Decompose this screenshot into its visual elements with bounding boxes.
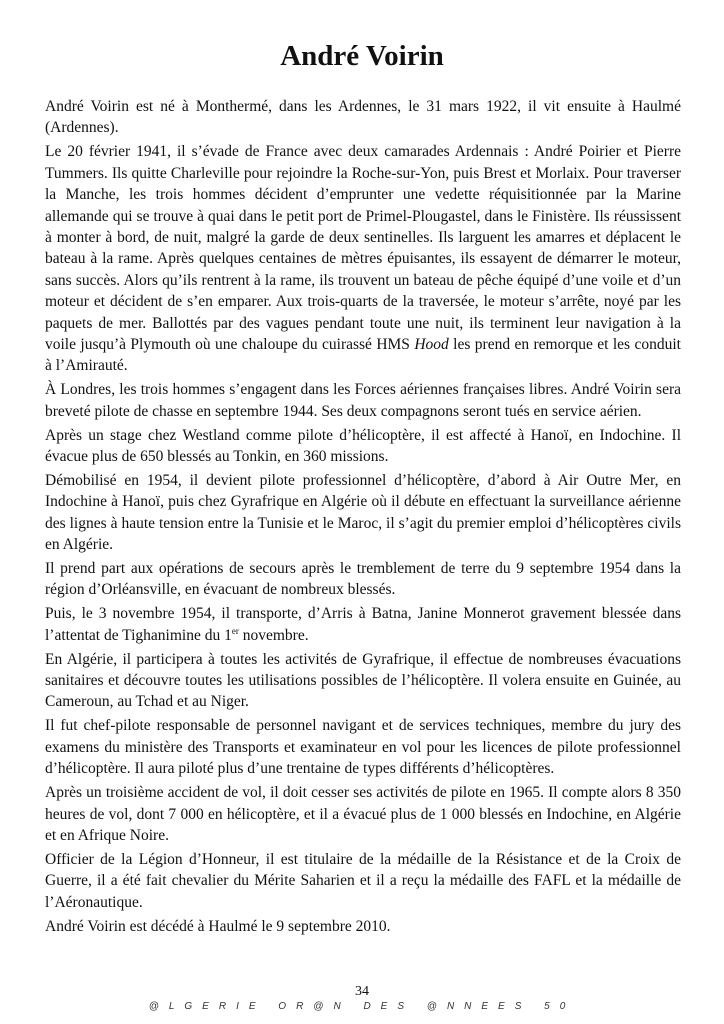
page-title: André Voirin	[280, 40, 444, 72]
paragraph-text: Il fut chef-pilote responsable de personnel navigant et de services techniques, membre du jury des examens du ministère des Transports et examinateur en vol pour les licences de pilote professionnel d’hélicoptère. Il aura piloté plus d’une trentaine de types différents d’hélicoptères.	[45, 717, 681, 778]
paragraph-attentat	[45, 603, 681, 646]
paragraph-text: André Voirin est décédé à Haulmé le 9 septembre 2010.	[45, 917, 391, 935]
paragraph-text: Il prend part aux opérations de secours après le tremblement de terre du 9 septembre 1954 dans la région d’Orléansville, en évacuant de nombreux blessés.	[45, 560, 681, 599]
ordinal-superscript: er	[231, 625, 239, 636]
paragraph-birth	[45, 96, 681, 139]
paragraph-text: En Algérie, il participera à toutes les activités de Gyrafrique, il effectue de nombreuses évacuations sanitaires et découvre toutes les utilisations possibles de l’hélicoptère. Il volera ensuite en Guinée, au Cameroun, au Tchad et au Niger.	[45, 650, 681, 711]
paragraph-demobilise	[45, 470, 681, 556]
body-text	[45, 96, 681, 939]
paragraph-text: Démobilisé en 1954, il devient pilote professionnel d’hélicoptère, d’abord à Air Outre Mer, en Indochine à Hanoï, puis chez Gyrafrique en Algérie où il débute en effectuant la surveillance aérienne des lignes à haute tension entre la Tunisie et le Maroc, il s’agit du premier emploi d’hélicoptères civils en Algérie.	[45, 471, 681, 554]
ship-name-italic: Hood	[414, 335, 449, 353]
paragraph-text-continued: les prend en remorque et les conduit à l’Amirauté.	[45, 335, 681, 375]
paragraph-westland	[45, 425, 681, 468]
paragraph-text: Le 20 février 1941, il s’évade de France avec deux camarades Ardennais : André Poirier et Pierre Tummers. Ils quitte Charleville pour rejoindre la Roche-sur-Yon, puis Brest et Morlaix. Pour traverser la Manche, les trois hommes décident d’emprunter une vedette réquisitionnée par la Marine allemande qui se trouve à quai dans le petit port de Primel-Plougastel, dans le Finistère. Ils réussissent à monter à bord, de nuit, malgré la garde de deux sentinelles. Ils larguent les amarres et déplacent le bateau à la rame. Après quelques centaines de mètres épuisantes, ils essayent de démarrer le moteur, sans succès. Alors qu’ils rentrent à la rame, ils trouvent un bateau de pêche équipé d’une voile et d’un moteur et décident de s’en emparer. Aux trois-quarts de la traversée, le moteur s’arrête, noyé par les paquets de mer. Ballottés par des vagues pendant toute une nuit, ils terminent leur navigation à la voile jusqu’à Plymouth où une chaloupe du cuirassé HMS	[45, 143, 681, 353]
paragraph-london	[45, 379, 681, 422]
footer-series-title: @LGERIE OR@N DES @NNEES 50	[148, 1001, 576, 1012]
paragraph-earthquake	[45, 558, 681, 601]
paragraph-honours	[45, 849, 681, 913]
paragraph-chef-pilote	[45, 715, 681, 779]
paragraph-escape	[45, 141, 681, 376]
paragraph-text: Après un troisième accident de vol, il doit cesser ses activités de pilote en 1965. Il compte alors 8 350 heures de vol, dont 7 000 en hélicoptère, et il a évacué plus de 1 000 blessés en Indochine, en Algérie et en Afrique Noire.	[45, 784, 681, 844]
paragraph-text: À Londres, les trois hommes s’engagent dans les Forces aériennes françaises libres. André Voirin sera breveté pilote de chasse en septembre 1944. Ses deux compagnons seront tués en service aérien.	[45, 381, 681, 420]
page-number: 34	[355, 984, 369, 999]
paragraph-accident	[45, 782, 681, 846]
paragraph-text: Puis, le 3 novembre 1954, il transporte, d’Arris à Batna, Janine Monnerot gravement blessée dans l’attentat de Tighanimine du 1	[45, 605, 681, 644]
paragraph-gyrafrique	[45, 649, 681, 713]
paragraph-text: Après un stage chez Westland comme pilote d’hélicoptère, il est affecté à Hanoï, en Indochine. Il évacue plus de 650 blessés au Tonkin, en 360 missions.	[45, 426, 681, 465]
paragraph-text: Officier de la Légion d’Honneur, il est titulaire de la médaille de la Résistance et de la Croix de Guerre, il a été fait chevalier du Mérite Saharien et il a reçu la médaille des FAFL et la médaille de l’Aéronautique.	[45, 850, 681, 911]
paragraph-text-continued: novembre.	[238, 626, 309, 644]
paragraph-text: André Voirin est né à Monthermé, dans les Ardennes, le 31 mars 1922, il vit ensuite à Haulmé (Ardennes).	[45, 98, 681, 137]
paragraph-death	[45, 916, 681, 937]
